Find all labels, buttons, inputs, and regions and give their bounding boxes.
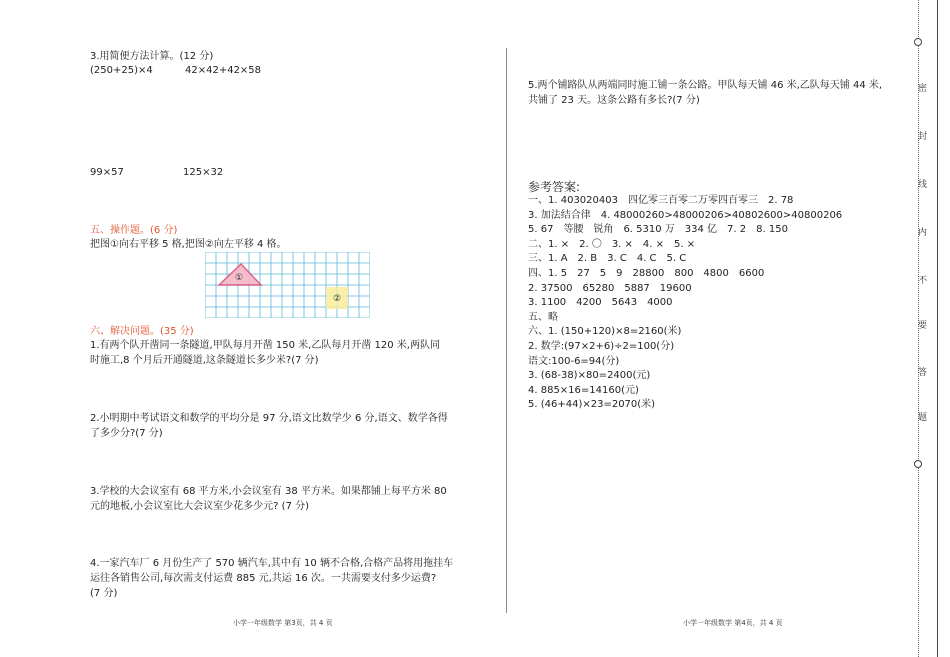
q3-expr-3: 99×57 <box>90 167 124 178</box>
binding-char: 密 <box>916 83 926 92</box>
problem-3-line1: 3.学校的大会议室有 68 平方米,小会议室有 38 平方米。如果都铺上每平方米 80 <box>90 486 447 497</box>
answer-line: 3. (68-38)×80=2400(元) <box>528 370 651 382</box>
answer-line: 一、1. 403020403 四亿零三百零二万零四百零三 2. 78 <box>528 195 794 206</box>
answer-line: 六、1. (150+120)×8=2160(米) <box>528 326 682 338</box>
shape-2-label: ② <box>332 294 342 304</box>
page-divider <box>506 48 507 613</box>
problem-4-line2: 运往各销售公司,每次需支付运费 885 元,共运 16 次。一共需要支付多少运费? <box>90 573 437 584</box>
problem-1-line1: 1.有两个队开凿同一条隧道,甲队每月开凿 150 米,乙队每月开凿 120 米,两队同 <box>90 340 440 351</box>
shape-1-label: ① <box>234 273 244 283</box>
binding-char: 题 <box>916 412 926 421</box>
answer-line: 3. 加法结合律 4. 48000260>48000206>40802600>40800206 <box>528 209 843 221</box>
problem-1-line2: 时施工,8 个月后开通隧道,这条隧道长多少米?(7 分) <box>90 355 319 366</box>
binding-char: 封 <box>916 131 926 140</box>
answer-line: 二、1. × 2. 〇 3. × 4. × 5. × <box>528 238 696 250</box>
answer-line: 5. (46+44)×23=2070(米) <box>528 399 656 411</box>
problem-5-line1: 5.两个铺路队从两端同时施工铺一条公路。甲队每天铺 46 米,乙队每天铺 44 米, <box>528 80 883 91</box>
answer-line: 4. 885×16=14160(元) <box>528 384 639 396</box>
binding-outer-line <box>937 0 938 657</box>
binding-hole-top <box>914 38 922 46</box>
problem-2-line2: 了多少分?(7 分) <box>90 428 163 439</box>
problem-5-line2: 共铺了 23 天。这条公路有多长?(7 分) <box>528 95 700 106</box>
answer-line: 5. 67 等腰 锐角 6. 5310 万 334 亿 7. 2 8. 150 <box>528 224 788 236</box>
q3-expr-4: 125×32 <box>183 167 224 178</box>
binding-hole-bottom <box>914 460 922 468</box>
right-page-footer: 小学一年级数学 第4页，共 4 页 <box>683 619 783 627</box>
q3-expr-2: 42×42+42×58 <box>185 65 262 76</box>
answer-line: 三、1. A 2. B 3. C 4. C 5. C <box>528 253 687 265</box>
answer-line: 语文:100-6=94(分) <box>528 355 620 367</box>
binding-char: 答 <box>916 367 926 376</box>
answer-line: 四、1. 5 27 5 9 28800 800 4800 6600 <box>528 267 765 279</box>
problem-4-line1: 4.一家汽车厂 6 月份生产了 570 辆汽车,其中有 10 辆不合格,合格产品将用拖挂车 <box>90 558 454 569</box>
q3-title: 3.用简便方法计算。(12 分) <box>90 51 214 62</box>
binding-char: 不 <box>916 275 926 284</box>
answers-title: 参考答案: <box>528 180 581 194</box>
binding-char: 内 <box>916 227 926 236</box>
answers-list <box>528 194 842 413</box>
answer-line: 3. 1100 4200 5643 4000 <box>528 297 673 309</box>
translation-grid <box>205 252 370 318</box>
q3-expr-1: (250+25)×4 <box>90 65 153 76</box>
problem-2-line1: 2.小明期中考试语文和数学的平均分是 97 分,语文比数学少 6 分,语文、数学各得 <box>90 413 448 424</box>
answer-line: 2. 数学:(97×2+6)÷2=100(分) <box>528 340 675 352</box>
problem-4-line3: (7 分) <box>90 588 118 599</box>
binding-char: 线 <box>916 179 926 188</box>
answer-line: 2. 37500 65280 5887 19600 <box>528 282 692 294</box>
section5-text: 把图①向右平移 5 格,把图②向左平移 4 格。 <box>90 239 287 250</box>
binding-char: 要 <box>916 320 926 329</box>
section5-heading: 五、操作题。(6 分) <box>90 225 178 236</box>
section6-heading: 六、解决问题。(35 分) <box>90 326 194 337</box>
problem-3-line2: 元的地板,小会议室比大会议室少花多少元? (7 分) <box>90 501 310 512</box>
answer-line: 五、略 <box>528 311 558 323</box>
left-page-footer: 小学一年级数学 第3页，共 4 页 <box>233 619 333 627</box>
